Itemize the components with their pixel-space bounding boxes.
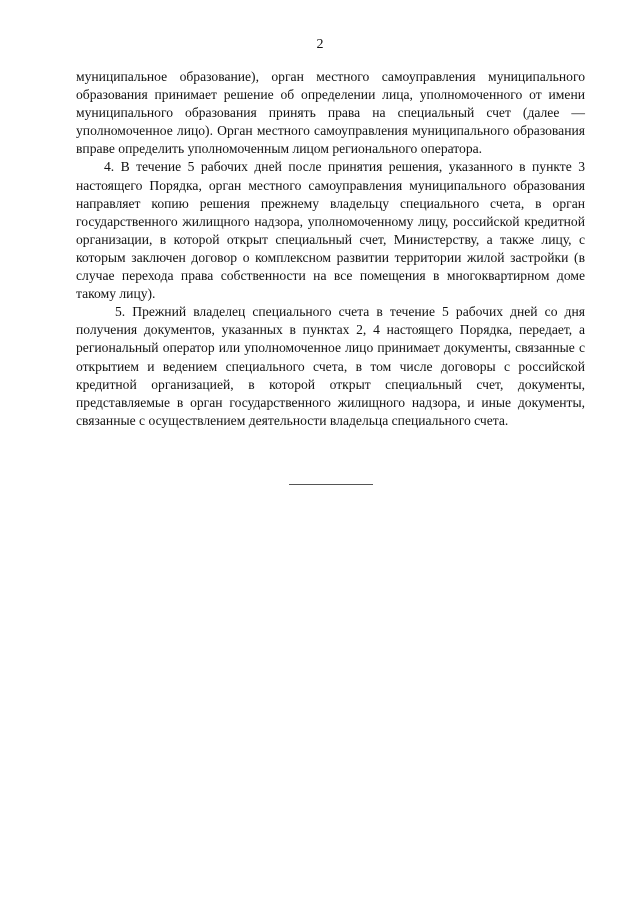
paragraph-item-5: 5. Прежний владелец специального счета в течение 5 рабочих дней со дня получения документов, указанных в пунктах 2, 4 настоящего Порядка, передает, а региональный оператор или уполномоченное лицо принимает документы, связанные с открытием и ведением специального счета, в том числе договоры с российской кредитной организацией, в которой открыт специальный счет, документы, представляемые в орган государственного жилищного надзора, и иные документы, связанные с осуществлением деятельности владельца специального счета. <box>76 304 585 428</box>
document-body <box>76 68 585 430</box>
page-number: 2 <box>316 37 324 52</box>
end-of-document-rule <box>289 484 373 485</box>
paragraph-continuation: муниципальное образование), орган местного самоуправления муниципального образования принимает решение об определении лица, уполномоченного от имени муниципального образования принять права на специальный счет (далее — уполномоченное лицо). Орган местного самоуправления муниципального образования вправе определить уполномоченным лицом регионального оператора. <box>76 69 585 157</box>
paragraph-item-4: 4. В течение 5 рабочих дней после принятия решения, указанного в пункте 3 настоящего Порядка, орган местного самоуправления муниципального образования направляет копию решения прежнему владельцу специального счета, в орган государственного жилищного надзора, уполномоченному лицу, российской кредитной организации, в которой открыт специальный счет, Министерству, а также лицу, с которым заключен договор о комплексном развитии территории жилой застройки (в случае перехода права собственности на все помещения в многоквартирном доме такому лицу). <box>76 159 585 302</box>
